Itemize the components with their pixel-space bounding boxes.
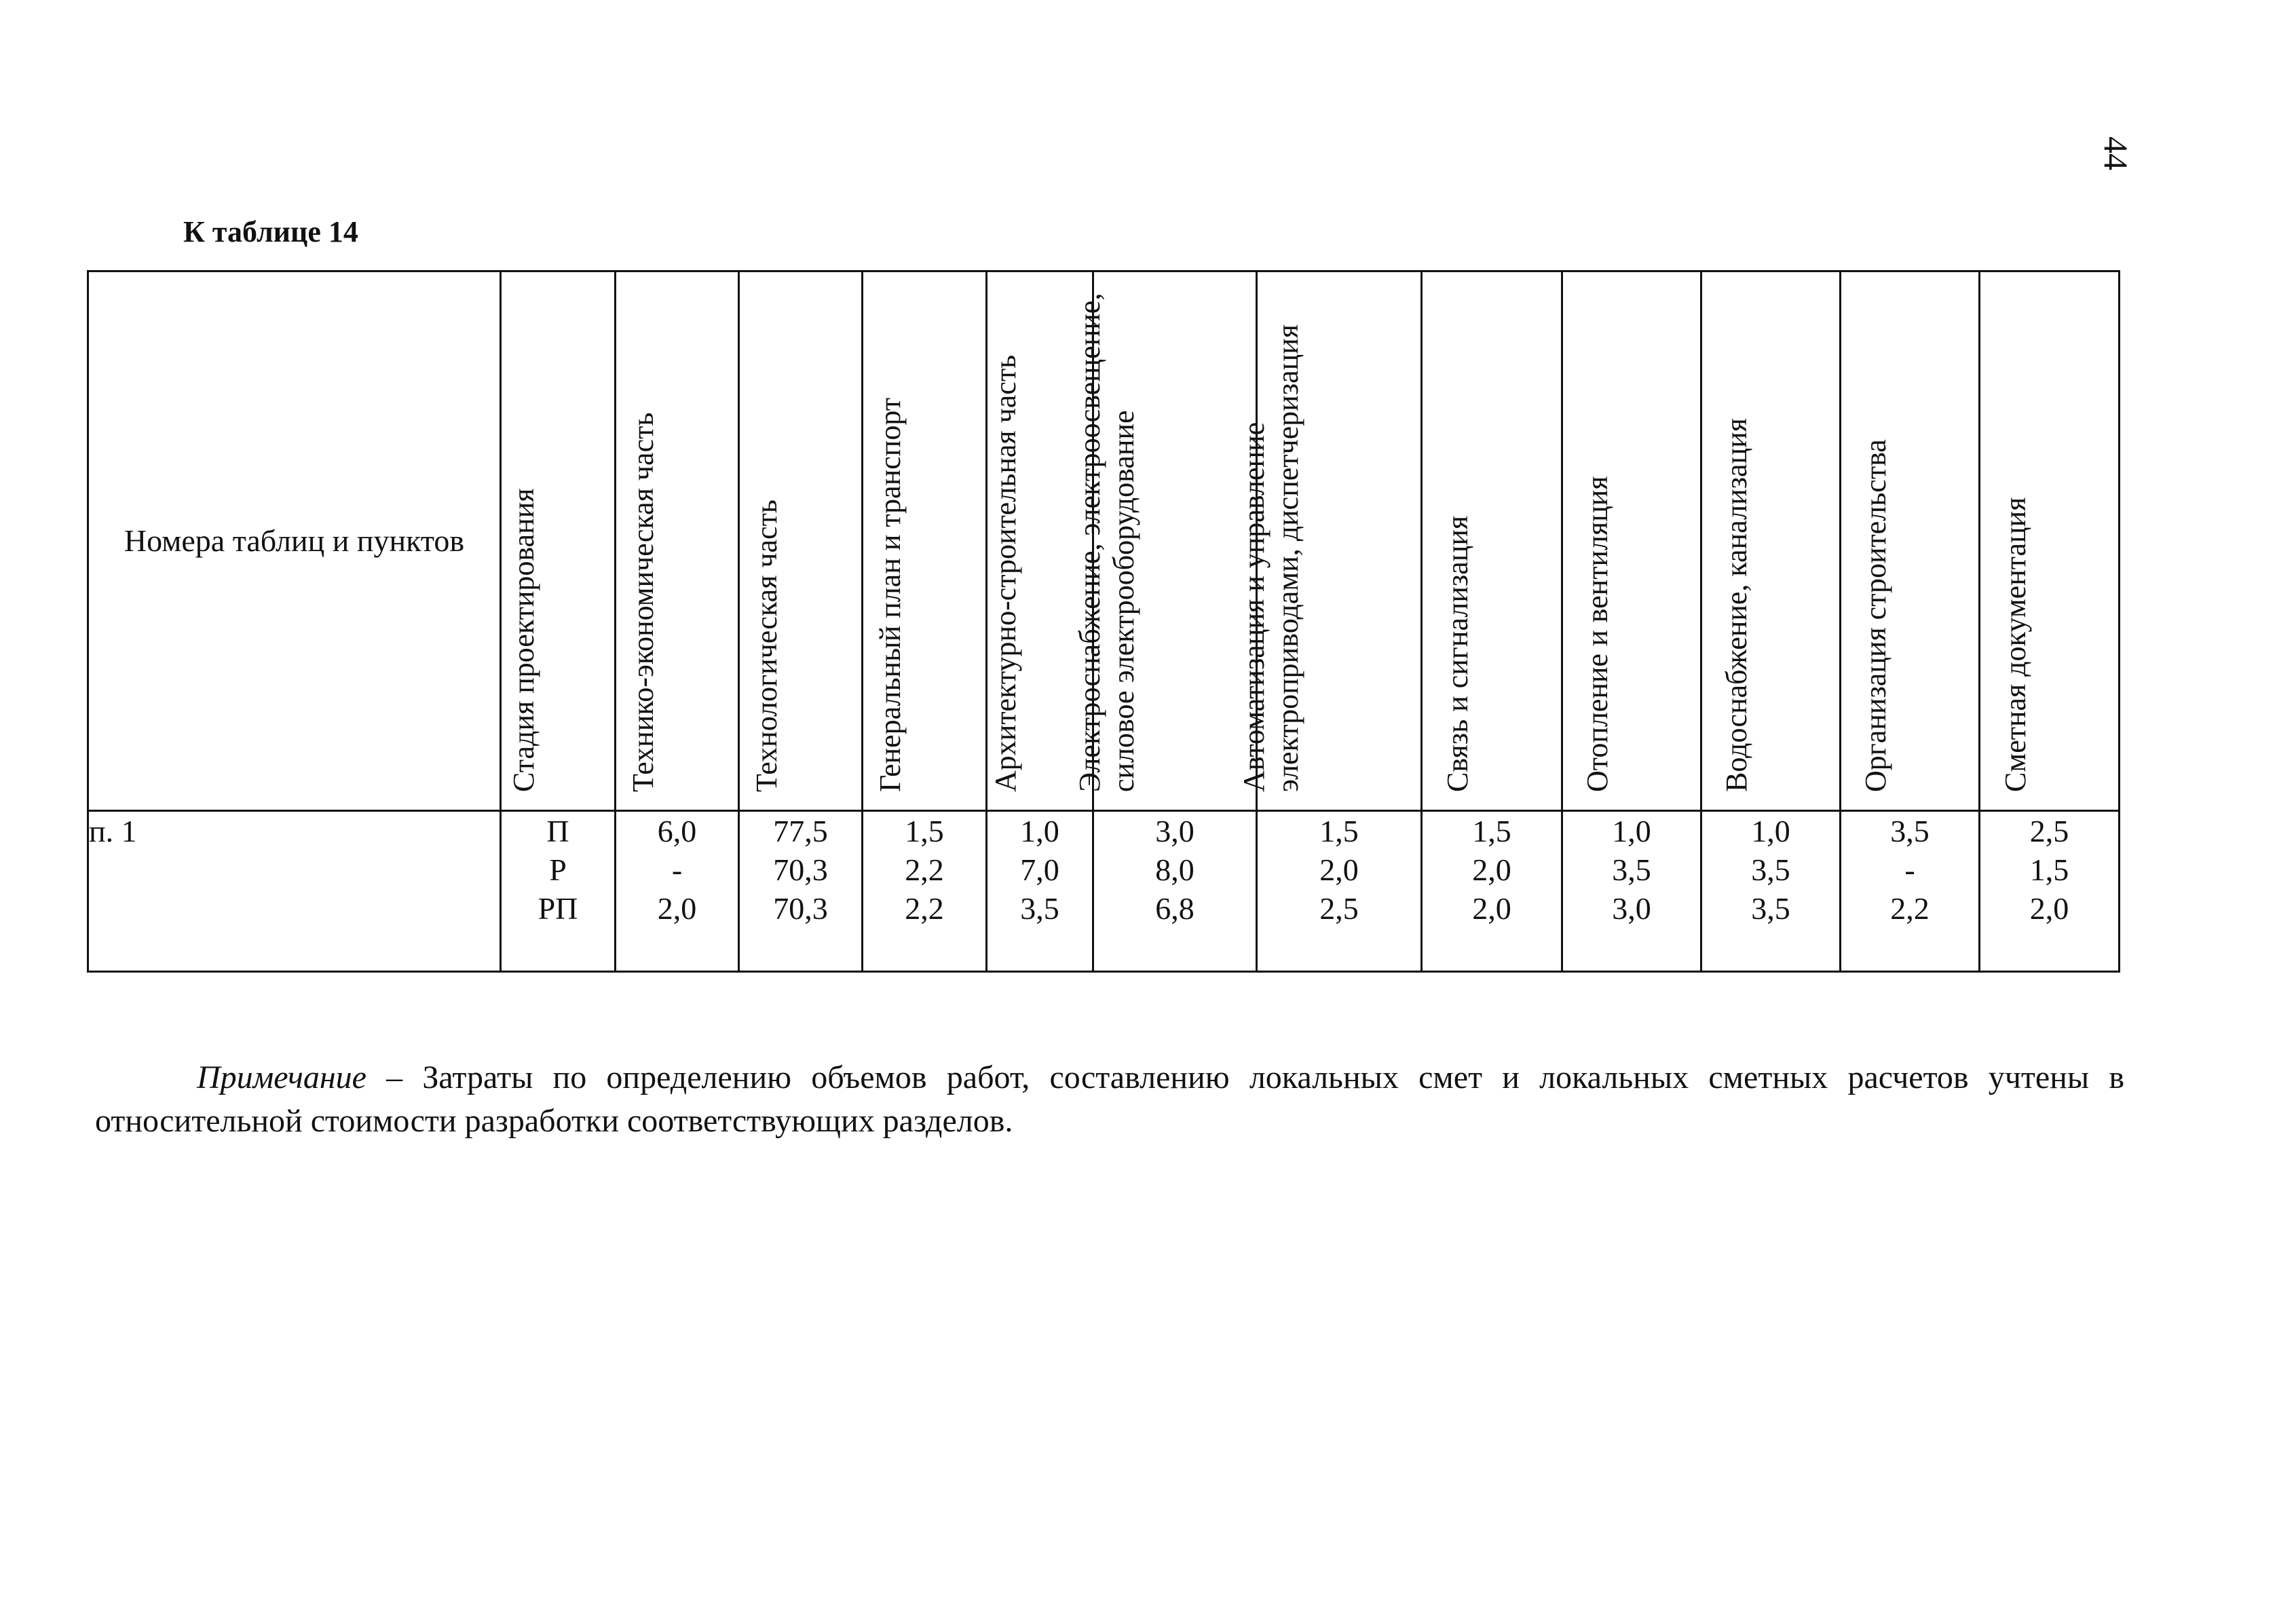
column-header xyxy=(739,271,863,811)
column-header-label: Архитектурно-строительная часть xyxy=(989,354,1022,792)
cell-value: 6,8 xyxy=(1155,891,1194,926)
column-header-label: Стадия проектирования xyxy=(507,488,540,792)
cell-value: 3,5 xyxy=(1751,852,1790,887)
cell-value: 77,5 xyxy=(773,814,828,848)
note-lead: Примечание xyxy=(197,1059,366,1095)
column-header-label: Отопление и вентиляция xyxy=(1581,476,1614,792)
table-cell xyxy=(1093,811,1257,972)
column-header xyxy=(616,271,739,811)
table-cell xyxy=(1980,811,2120,972)
cell-value: 1,5 xyxy=(1319,814,1359,848)
column-header-label: Сметная документация xyxy=(1998,497,2032,792)
row-label: п. 1 xyxy=(88,811,501,972)
cell-value: 2,0 xyxy=(1472,852,1511,887)
table-cell xyxy=(1701,811,1841,972)
column-header-label: Автоматизация и управление электроприводами, диспетчеризация xyxy=(1237,324,1304,792)
table-cell xyxy=(1841,811,1980,972)
cell-value: 2,0 xyxy=(1319,852,1359,887)
cell-value: 3,0 xyxy=(1155,814,1194,848)
table-row xyxy=(88,811,2120,972)
cell-value: - xyxy=(1904,852,1915,887)
table-cell xyxy=(739,811,863,972)
page-number: 44 xyxy=(2097,136,2135,170)
table-cell xyxy=(1257,811,1422,972)
column-header xyxy=(1841,271,1980,811)
column-header-label: Технологическая часть xyxy=(749,500,783,792)
column-header xyxy=(1237,271,1422,811)
cost-table xyxy=(87,270,2120,973)
column-header xyxy=(1701,271,1841,811)
cell-value: 1,5 xyxy=(2029,852,2069,887)
cell-value: 7,0 xyxy=(1020,852,1059,887)
cell-value: 2,2 xyxy=(905,891,944,926)
column-header xyxy=(501,271,616,811)
cell-value: 2,0 xyxy=(2029,891,2069,926)
row-label-header: Номера таблиц и пунктов xyxy=(88,271,501,811)
cell-value: 1,0 xyxy=(1751,814,1790,848)
table-header-row xyxy=(88,271,2120,811)
column-header-label: Связь и сигнализация xyxy=(1441,515,1474,792)
table-caption: К таблице 14 xyxy=(183,215,358,248)
column-header-label: Организация строительства xyxy=(1859,439,1892,792)
column-header xyxy=(863,271,987,811)
cell-value: П xyxy=(546,814,569,848)
cell-value: 2,0 xyxy=(1472,891,1511,926)
column-header xyxy=(1422,271,1562,811)
cell-value: 2,5 xyxy=(1319,891,1359,926)
table-cell xyxy=(1562,811,1701,972)
cell-value: 70,3 xyxy=(773,891,828,926)
cell-value: РП xyxy=(538,891,578,926)
cell-value: 1,5 xyxy=(1472,814,1511,848)
cell-value: 2,2 xyxy=(905,852,944,887)
cell-value: 2,0 xyxy=(657,891,697,926)
cell-value: 3,5 xyxy=(1612,852,1651,887)
cell-value: 3,5 xyxy=(1751,891,1790,926)
column-header-label: Электроснабжение, электроосвещение, силовое электрооборудование xyxy=(1073,293,1140,792)
cell-value: 1,5 xyxy=(905,814,944,848)
table-cell xyxy=(1422,811,1562,972)
cell-value: Р xyxy=(549,852,567,887)
cell-value: - xyxy=(671,852,683,887)
cell-value: 1,0 xyxy=(1612,814,1651,848)
note-text: – Затраты по определению объемов работ, составлению локальных смет и локальных сметных расчетов учтены в относительной стоимости разработки соответствующих разделов. xyxy=(95,1059,2124,1139)
cell-value: 3,5 xyxy=(1890,814,1930,848)
column-header xyxy=(1562,271,1701,811)
table-cell xyxy=(987,811,1093,972)
cell-value: 2,5 xyxy=(2029,814,2069,848)
column-header xyxy=(1073,271,1257,811)
column-header xyxy=(1980,271,2120,811)
cell-value: 3,0 xyxy=(1612,891,1651,926)
table-cell xyxy=(501,811,616,972)
cell-value: 6,0 xyxy=(657,814,697,848)
column-header-label: Генеральный план и транспорт xyxy=(873,398,907,792)
table-cell xyxy=(863,811,987,972)
table-note xyxy=(95,1056,2124,1143)
cell-value: 2,2 xyxy=(1890,891,1930,926)
cell-value: 70,3 xyxy=(773,852,828,887)
cell-value: 1,0 xyxy=(1020,814,1059,848)
column-header-label: Технико-экономическая часть xyxy=(626,412,660,792)
cell-value: 3,5 xyxy=(1020,891,1059,926)
cell-value: 8,0 xyxy=(1155,852,1194,887)
column-header-label: Водоснабжение, канализация xyxy=(1720,418,1753,792)
table-cell xyxy=(616,811,739,972)
